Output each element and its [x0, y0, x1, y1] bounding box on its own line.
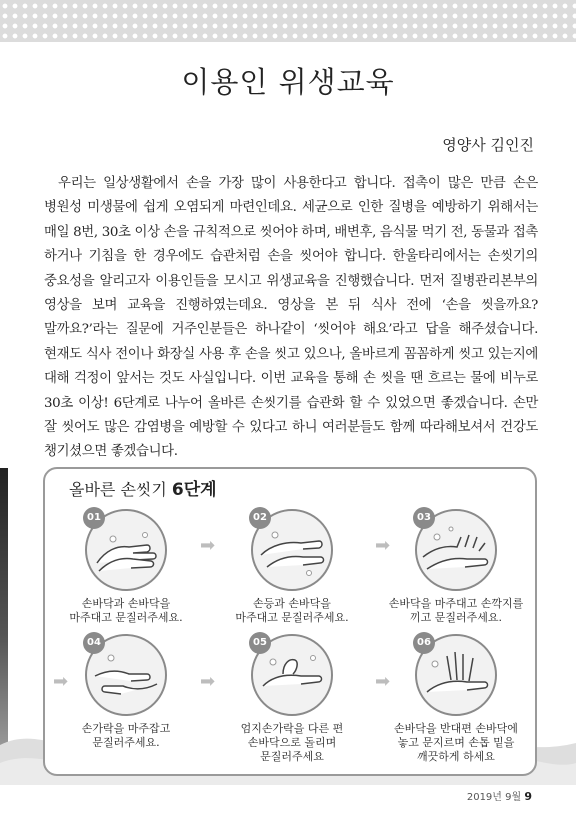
step-caption: 손등과 손바닥을 마주대고 문질러주세요. [235, 597, 349, 624]
page-footer [467, 788, 532, 803]
step-number-badge: 04 [83, 632, 105, 654]
step-number-badge: 02 [249, 507, 271, 529]
step-caption: 손바닥을 마주대고 손깍지를 끼고 문질러주세요. [388, 597, 524, 624]
arrow-right-icon: ➡ [375, 535, 391, 556]
arrow-right-icon: ➡ [200, 671, 216, 692]
step-caption: 손바닥을 반대편 손바닥에 놓고 문지르며 손톱 밑을 깨끗하게 하세요 [394, 722, 518, 763]
arrow-right-icon: ➡ [200, 535, 216, 556]
handwashing-steps-card [43, 467, 537, 776]
page-title: 이용인 위생교육 [181, 65, 395, 99]
step-number-badge: 01 [83, 507, 105, 529]
top-dotted-band [0, 0, 576, 42]
article-body: 우리는 일상생활에서 손을 가장 많이 사용한다고 합니다. 접촉이 많은 만큼 손은 병원성 미생물에 쉽게 오염되게 마련인데요. 세균으로 인한 질병을 예방하기 위해서는 매일 8번, 30초 이상 손을 규칙적으로 씻어야 하며, 배변후, 음식물 먹기 전, 동물과 접촉 하거나 기침을 한 경우에도 습관처럼 손을 씻어야 합니다. 한울타리에서는 손씻기의 중요성을 알리고자 이용인들을 모시고 위생교육을 진행했습니다. 먼저 질병관리본부의 영상을 보며 교육을 진행하였는데요. 영상을 본 뒤 식사 전에 ‘손을 씻을까요? 말까요?’라는 질문에 거주인분들은 하나같이 ‘씻어야 해요’라고 답을 해주셨습니다. 현재도 식사 전이나 화장실 사용 후 손을 씻고 있으나, 올바르게 꼼꼼하게 씻고 있는지에 대해 걱정이 앞서는 것도 사실입니다. 이번 교육을 통해 손 씻을 땐 흐르는 물에 비누로 30초 이상! 6단계로 나누어 올바른 손씻기를 습관화 할 수 있었으면 좋겠습니다. 손만 잘 씻어도 많은 감염병을 예방할 수 있다고 하니 여러분들도 함께 따라해보셔서 건강도 챙기셨으면 좋겠습니다. [44, 176, 538, 460]
page-number: 9 [524, 790, 532, 803]
step-6 [381, 634, 531, 764]
step-caption: 손가락을 마주잡고 문질러주세요. [81, 722, 171, 749]
step-4 [51, 634, 201, 750]
step-number-badge: 03 [413, 507, 435, 529]
step-caption: 엄지손가락을 다른 편 손바닥으로 돌리며 문질러주세요 [240, 722, 344, 763]
arrow-right-icon: ➡ [53, 671, 69, 692]
step-number-badge: 05 [249, 632, 271, 654]
step-1 [51, 509, 201, 625]
card-title [69, 475, 217, 500]
step-caption: 손바닥과 손바닥을 마주대고 문질러주세요. [69, 597, 183, 624]
step-3 [381, 509, 531, 625]
step-2 [217, 509, 367, 625]
card-title-prefix: 올바른 손씻기 [69, 480, 172, 499]
arrow-right-icon: ➡ [375, 671, 391, 692]
footer-date: 2019년 9월 [466, 792, 522, 803]
step-number-badge: 06 [413, 632, 435, 654]
step-5 [217, 634, 367, 764]
author-line: 영양사 김인진 [442, 136, 534, 154]
card-title-emphasis: 6단계 [171, 480, 217, 500]
